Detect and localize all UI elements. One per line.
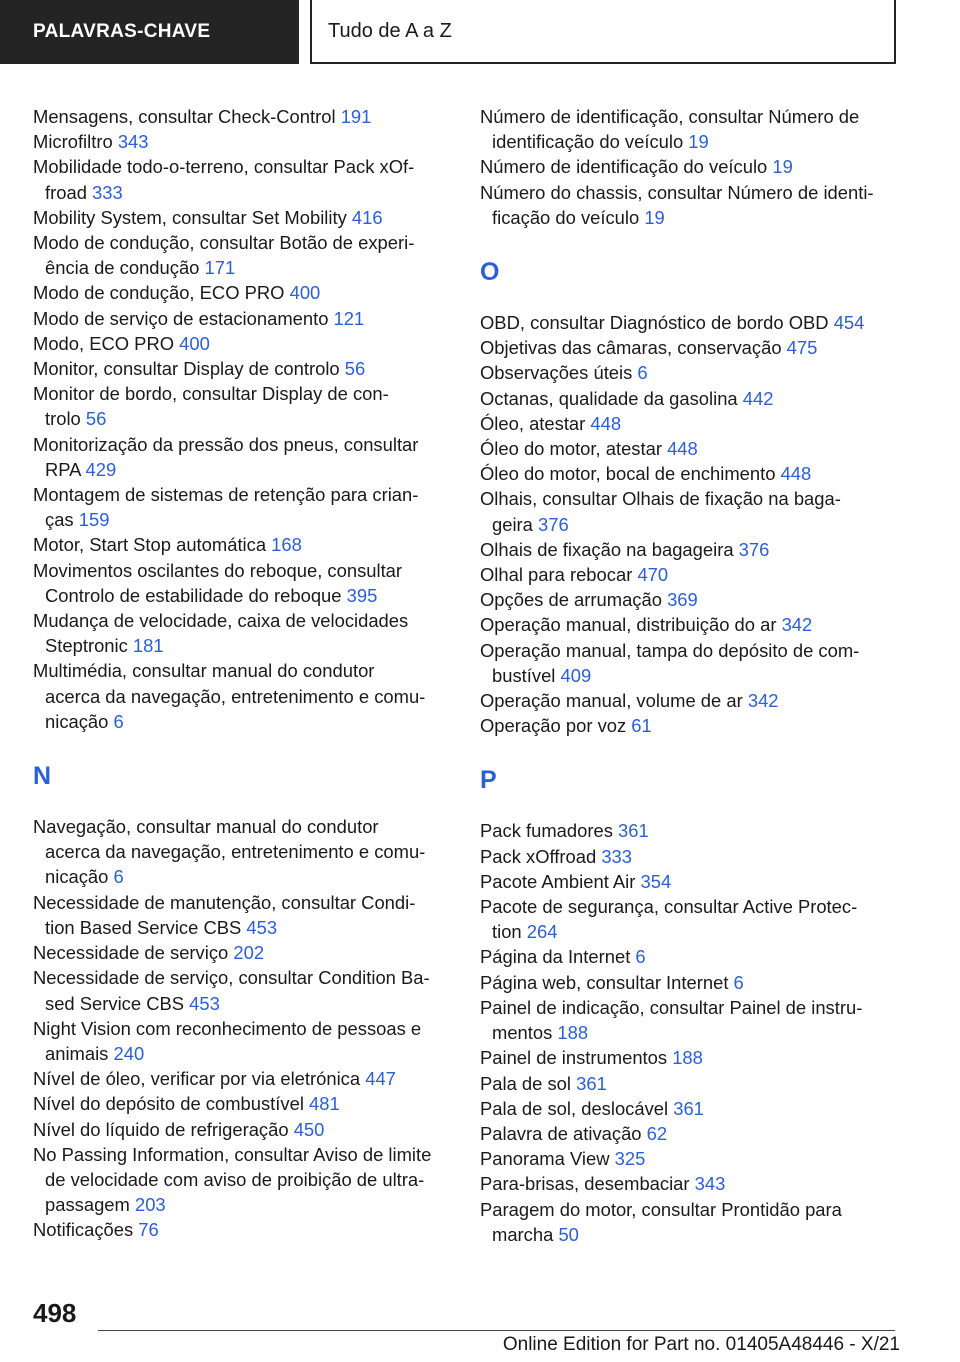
entry-text: Mudança de velocidade, caixa de velocidades (33, 610, 409, 632)
entry-text: ficação do veículo (492, 206, 645, 228)
entry-text: de velocidade com aviso de proibição de ultra- (45, 1168, 425, 1190)
page-reference-link[interactable]: 6 (113, 866, 124, 888)
footer-edition: Online Edition for Part no. 01405A48446 - X/21 (502, 1334, 900, 1355)
entry-text: Monitor de bordo, consultar Display de con- (33, 383, 389, 405)
index-entry (480, 537, 900, 562)
entry-text: Página da Internet (480, 946, 636, 968)
entry-text: No Passing Information, consultar Aviso de limite (33, 1143, 432, 1165)
section-tab: PALAVRAS-CHAVE (0, 0, 299, 64)
index-entry (480, 461, 900, 486)
entry-text: Microfiltro (33, 131, 118, 153)
index-entry (33, 331, 453, 356)
page-reference-link[interactable]: 181 (132, 635, 164, 657)
entry-text: Objetivas das câmaras, conservação (480, 337, 787, 359)
page-reference-link[interactable]: 409 (560, 664, 592, 686)
index-entry (33, 1217, 453, 1242)
page-reference-link[interactable]: 376 (538, 513, 569, 535)
entry-text: acerca da navegação, entretenimento e comu- (45, 841, 426, 863)
page-reference-link[interactable]: 448 (590, 412, 622, 434)
entry-text: trolo (45, 408, 86, 430)
index-entry (480, 869, 900, 894)
index-entry (480, 688, 900, 713)
index-entry (33, 890, 453, 940)
entry-text: Mensagens, consultar Check-Control (33, 106, 341, 127)
page-reference-link[interactable]: 475 (786, 337, 818, 359)
index-entry (480, 1096, 900, 1121)
index-entry (33, 306, 453, 331)
page-reference-link[interactable]: 50 (558, 1223, 579, 1245)
page-reference-link[interactable]: 61 (631, 715, 652, 737)
entry-text: tion Based Service CBS (45, 916, 247, 938)
index-entry (480, 386, 900, 411)
index-entry (33, 280, 453, 305)
entry-text: Necessidade de serviço (33, 942, 234, 964)
page-reference-link[interactable]: 168 (271, 534, 302, 556)
page-reference-link[interactable]: 6 (113, 710, 124, 732)
entry-text: Operação manual, tampa do depósito de com- (480, 639, 860, 661)
entry-text: Pacote de segurança, consultar Active Protec- (480, 896, 858, 918)
index-entry (33, 658, 453, 734)
entry-text: Nível de óleo, verificar por via eletrónica (33, 1068, 366, 1090)
index-entry (33, 356, 453, 381)
index-entry (480, 713, 900, 738)
entry-text: tion (492, 921, 527, 943)
page-reference-link[interactable]: 376 (738, 538, 770, 560)
index-entry (480, 970, 900, 995)
index-entry (33, 1066, 453, 1091)
entry-text: Modo, ECO PRO (33, 332, 180, 354)
index-entry (33, 129, 453, 154)
index-entry (480, 436, 900, 461)
index-entry (33, 381, 453, 431)
index-entry (33, 558, 453, 608)
footer-divider (98, 1330, 895, 1331)
page-reference-link[interactable]: 454 (833, 312, 865, 334)
section-letter: N (33, 762, 52, 791)
page-reference-link[interactable]: 191 (340, 106, 372, 127)
page-reference-link[interactable]: 447 (365, 1068, 396, 1090)
entry-text: passagem (45, 1194, 135, 1216)
entry-text: Modo de serviço de estacionamento (33, 307, 334, 329)
entry-text: Painel de indicação, consultar Painel de instru- (480, 996, 863, 1018)
page-header (0, 0, 960, 66)
page-reference-link[interactable]: 343 (117, 131, 149, 153)
entry-text: Observações úteis (480, 362, 638, 384)
entry-text: animais (45, 1042, 114, 1064)
page-reference-link[interactable]: 171 (204, 257, 236, 279)
page-reference-link[interactable]: 369 (667, 589, 698, 611)
entry-text: Motor, Start Stop automática (33, 534, 272, 556)
entry-text: geira (492, 513, 539, 535)
entry-text: Notificações (33, 1219, 139, 1241)
index-entry (33, 154, 453, 204)
page-reference-link[interactable]: 450 (293, 1118, 325, 1140)
page-reference-link[interactable]: 19 (688, 131, 709, 153)
entry-text: Necessidade de serviço, consultar Condition Ba- (33, 967, 430, 989)
entry-text: Óleo do motor, atestar (480, 438, 668, 460)
index-entry (480, 360, 900, 385)
page-reference-link[interactable]: 56 (344, 358, 366, 380)
entry-text: Necessidade de manutenção, consultar Condi- (33, 891, 416, 913)
entry-text: Pack xOffroad (480, 845, 602, 867)
page-reference-link[interactable]: 6 (637, 362, 648, 384)
entry-text: Página web, consultar Internet (480, 971, 734, 993)
entry-text: Panorama View (480, 1148, 615, 1170)
page-reference-link[interactable]: 240 (113, 1042, 145, 1064)
entry-text: nicação (45, 710, 114, 732)
page-reference-link[interactable]: 19 (644, 206, 665, 228)
entry-text: nicação (45, 866, 114, 888)
page-reference-link[interactable]: 442 (742, 387, 774, 409)
page-reference-link[interactable]: 342 (781, 614, 813, 636)
entry-text: Modo de condução, consultar Botão de experi- (33, 232, 415, 254)
entry-text: Controlo de estabilidade do reboque (45, 584, 347, 606)
index-entry (33, 482, 453, 532)
index-column-left (33, 104, 453, 1243)
entry-text: Monitor, consultar Display de controlo (33, 358, 345, 380)
page-reference-link[interactable]: 6 (635, 946, 646, 968)
index-entry (480, 104, 900, 154)
page-reference-link[interactable]: 19 (772, 156, 793, 178)
index-entry (480, 638, 900, 688)
entry-text: Multimédia, consultar manual do condutor (33, 660, 375, 682)
entry-text: mentos (492, 1022, 558, 1044)
entry-text: Steptronic (45, 635, 133, 657)
entry-text: Nível do líquido de refrigeração (33, 1118, 294, 1140)
entry-text: Montagem de sistemas de retenção para crian- (33, 484, 419, 506)
index-entry (33, 104, 453, 129)
title-tab: Tudo de A a Z (310, 0, 896, 64)
page-reference-link[interactable]: 361 (618, 820, 649, 842)
index-entry (480, 1071, 900, 1096)
entry-text: Operação manual, volume de ar (480, 690, 748, 712)
entry-text: sed Service CBS (45, 992, 190, 1014)
entry-text: Painel de instrumentos (480, 1047, 673, 1069)
index-entry (33, 1142, 453, 1218)
index-entry (33, 940, 453, 965)
index-entry (480, 818, 900, 843)
index-entry (480, 1146, 900, 1171)
index-entry (480, 1171, 900, 1196)
page-reference-link[interactable]: 62 (646, 1122, 668, 1144)
index-entry (480, 1197, 900, 1247)
entry-text: Operação por voz (480, 715, 632, 737)
index-entry (480, 180, 900, 230)
index-entry (33, 532, 453, 557)
page-reference-link[interactable]: 400 (179, 332, 210, 354)
index-entry (480, 894, 900, 944)
page-reference-link[interactable]: 333 (92, 181, 123, 203)
entry-text: Monitorização da pressão dos pneus, consultar (33, 433, 419, 455)
index-entry (480, 612, 900, 637)
entry-text: Pala de sol (480, 1072, 577, 1094)
entry-text: Mobilidade todo-o-terreno, consultar Pack xOf- (33, 156, 415, 178)
page-reference-link[interactable]: 395 (346, 584, 378, 606)
index-entry (480, 486, 900, 536)
page-reference-link[interactable]: 448 (780, 463, 812, 485)
page-reference-link[interactable]: 453 (246, 916, 278, 938)
page-reference-link[interactable]: 188 (672, 1047, 703, 1069)
entry-text: Mobility System, consultar Set Mobility (33, 206, 352, 228)
index-entry (480, 844, 900, 869)
entry-text: identificação do veículo (492, 131, 689, 153)
entry-text: Pala de sol, deslocável (480, 1097, 674, 1119)
entry-text: acerca da navegação, entretenimento e comu- (45, 685, 426, 707)
page-reference-link[interactable]: 264 (526, 921, 558, 943)
index-entry (33, 1091, 453, 1116)
entry-text: Palavra de ativação (480, 1122, 647, 1144)
page-reference-link[interactable]: 361 (673, 1097, 704, 1119)
page-reference-link[interactable]: 333 (601, 845, 632, 867)
entry-text: ças (45, 509, 79, 531)
entry-text: Modo de condução, ECO PRO (33, 282, 290, 304)
page-reference-link[interactable]: 188 (557, 1022, 589, 1044)
entry-text: Navegação, consultar manual do condutor (33, 816, 379, 838)
index-entry (480, 562, 900, 587)
page-reference-link[interactable]: 400 (289, 282, 321, 304)
entry-text: Night Vision com reconhecimento de pessoas e (33, 1017, 422, 1039)
page-reference-link[interactable]: 343 (694, 1173, 726, 1195)
entry-text: RPA (45, 458, 86, 480)
page-reference-link[interactable]: 453 (189, 992, 220, 1014)
entry-text: Pack fumadores (480, 820, 618, 842)
index-entry (480, 1121, 900, 1146)
page-reference-link[interactable]: 342 (747, 690, 779, 712)
index-entry (33, 230, 453, 280)
index-entry (33, 205, 453, 230)
page-reference-link[interactable]: 76 (138, 1219, 159, 1241)
index-entry (33, 432, 453, 482)
entry-text: froad (45, 181, 93, 203)
page-reference-link[interactable]: 203 (134, 1194, 166, 1216)
index-entry (480, 310, 900, 335)
entry-text: Número de identificação do veículo (480, 156, 773, 178)
index-column-right (480, 104, 900, 1247)
entry-text: Operação manual, distribuição do ar (480, 614, 782, 636)
entry-text: Pacote Ambient Air (480, 870, 641, 892)
index-entry (33, 608, 453, 658)
page-reference-link[interactable]: 325 (614, 1148, 646, 1170)
page-reference-link[interactable]: 481 (309, 1093, 340, 1115)
page-reference-link[interactable]: 361 (576, 1072, 607, 1094)
entry-text: marcha (492, 1223, 559, 1245)
page-reference-link[interactable]: 56 (85, 408, 107, 430)
index-entry (33, 1117, 453, 1142)
index-entry (33, 814, 453, 890)
page-reference-link[interactable]: 416 (351, 206, 383, 228)
index-entry (480, 1045, 900, 1070)
entry-text: Movimentos oscilantes do reboque, consultar (33, 559, 403, 581)
entry-text: Olhal para rebocar (480, 564, 638, 586)
index-entry (480, 154, 900, 179)
page-reference-link[interactable]: 429 (85, 458, 117, 480)
page-reference-link[interactable]: 354 (640, 870, 672, 892)
index-entry (480, 995, 900, 1045)
page-reference-link[interactable]: 121 (333, 307, 365, 329)
page-reference-link[interactable]: 159 (78, 509, 110, 531)
index-entry (480, 587, 900, 612)
page-reference-link[interactable]: 470 (637, 564, 669, 586)
index-entry (480, 944, 900, 969)
section-letter: O (480, 258, 500, 287)
index-entry (480, 335, 900, 360)
entry-text: Olhais de fixação na bagageira (480, 538, 739, 560)
entry-text: bustível (492, 664, 561, 686)
index-entry (480, 411, 900, 436)
entry-text: Olhais, consultar Olhais de fixação na baga- (480, 488, 841, 510)
entry-text: ência de condução (45, 257, 205, 279)
index-entry (33, 965, 453, 1015)
entry-text: OBD, consultar Diagnóstico de bordo OBD (480, 312, 834, 334)
entry-text: Óleo do motor, bocal de enchimento (480, 463, 781, 485)
index-entry (33, 1016, 453, 1066)
section-letter: P (480, 766, 497, 795)
entry-text: Número do chassis, consultar Número de identi- (480, 181, 874, 203)
entry-text: Nível do depósito de combustível (33, 1093, 310, 1115)
entry-text: Número de identificação, consultar Número de (480, 106, 860, 127)
entry-text: Óleo, atestar (480, 412, 591, 434)
entry-text: Opções de arrumação (480, 589, 668, 611)
entry-text: Octanas, qualidade da gasolina (480, 387, 743, 409)
page-reference-link[interactable]: 6 (733, 971, 744, 993)
entry-text: Paragem do motor, consultar Prontidão para (480, 1198, 842, 1220)
page-reference-link[interactable]: 448 (667, 438, 698, 460)
page-reference-link[interactable]: 202 (233, 942, 265, 964)
page-number: 498 (33, 1298, 77, 1328)
entry-text: Para-brisas, desembaciar (480, 1173, 695, 1195)
